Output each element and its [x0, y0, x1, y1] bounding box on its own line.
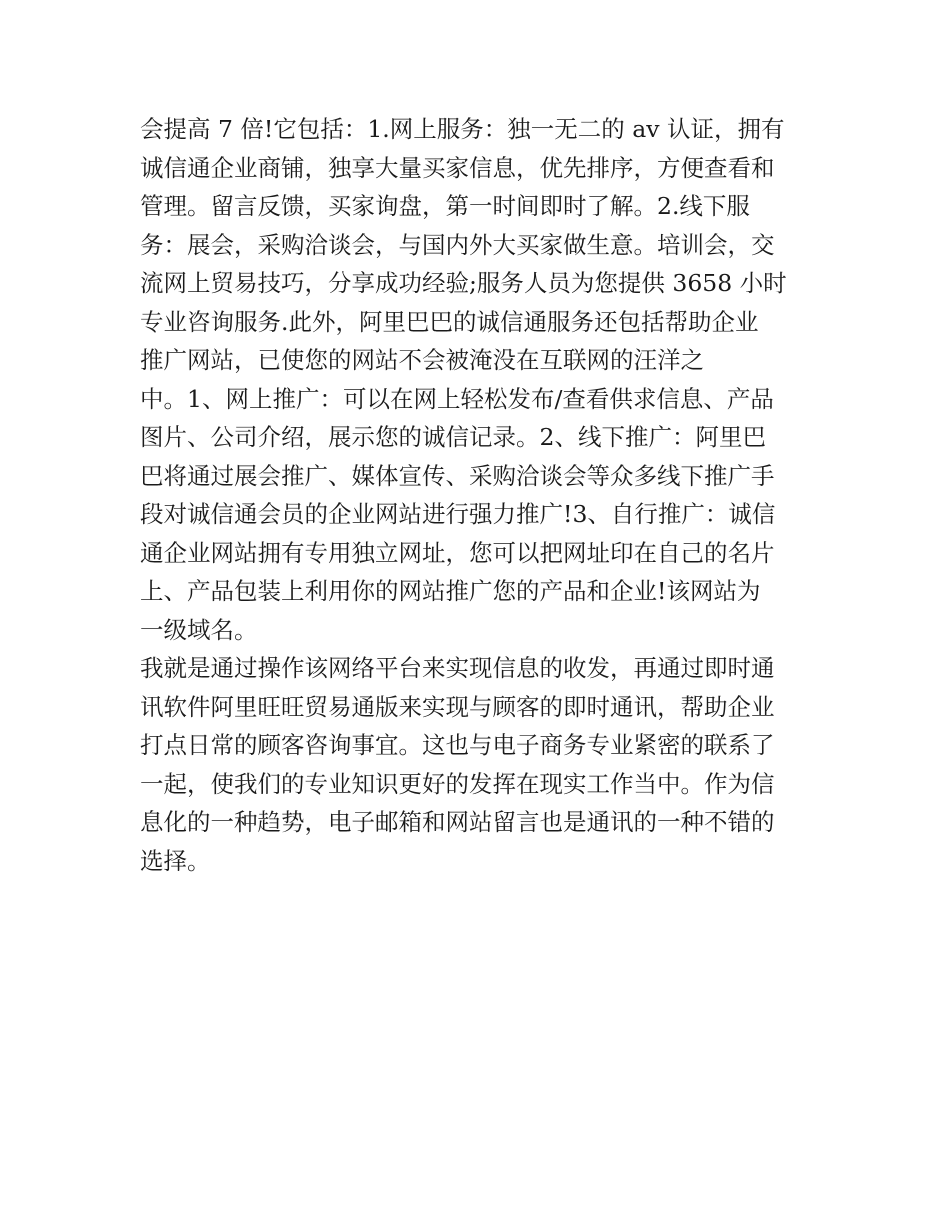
text-line: 诚信通企业商铺，独享大量买家信息，优先排序，方便查看和 — [140, 153, 775, 182]
text-line: 图片、公司介绍，展示您的诚信记录。2、线下推广：阿里巴 — [140, 423, 766, 451]
text-line: 通企业网站拥有专用独立网址，您可以把网址印在自己的名片 — [140, 538, 775, 567]
text-line: 选择。 — [140, 846, 211, 875]
text-line: 务：展会，采购洽谈会，与国内外大买家做生意。培训会，交 — [140, 230, 775, 259]
text-line: 会提高 7 倍!它包括：1.网上服务：独一无二的 av 认证，拥有 — [140, 115, 785, 143]
text-line: 专业咨询服务.此外，阿里巴巴的诚信通服务还包括帮助企业 — [140, 307, 759, 336]
text-line: 推广网站，已使您的网站不会被淹没在互联网的汪洋之 — [140, 346, 704, 374]
text-line: 我就是通过操作该网络平台来实现信息的收发，再通过即时通 — [140, 654, 775, 682]
paragraph — [140, 110, 820, 649]
text-line: 讯软件阿里旺旺贸易通版来实现与顾客的即时通讯，帮助企业 — [140, 692, 775, 721]
text-line: 息化的一种趋势，电子邮箱和网站留言也是通讯的一种不错的 — [140, 808, 775, 836]
text-line: 一起，使我们的专业知识更好的发挥在现实工作当中。作为信 — [140, 769, 775, 798]
text-line: 打点日常的顾客咨询事宜。这也与电子商务专业紧密的联系了 — [140, 731, 775, 759]
text-line: 中。1、网上推广：可以在网上轻松发布/查看供求信息、产品 — [140, 384, 774, 413]
text-line: 上、产品包装上利用你的网站推广您的产品和企业!该网站为 — [140, 577, 761, 605]
text-line: 巴将通过展会推广、媒体宣传、采购洽谈会等众多线下推广手 — [140, 461, 775, 490]
text-line: 管理。留言反馈，买家询盘，第一时间即时了解。2.线下服 — [140, 192, 750, 220]
text-line: 段对诚信通会员的企业网站进行强力推广!3、自行推广：诚信 — [140, 500, 776, 528]
body-text — [140, 110, 820, 880]
text-line: 流网上贸易技巧，分享成功经验;服务人员为您提供 3658 小时 — [140, 269, 787, 297]
text-line: 一级域名。 — [140, 615, 258, 644]
paragraph — [140, 649, 820, 880]
